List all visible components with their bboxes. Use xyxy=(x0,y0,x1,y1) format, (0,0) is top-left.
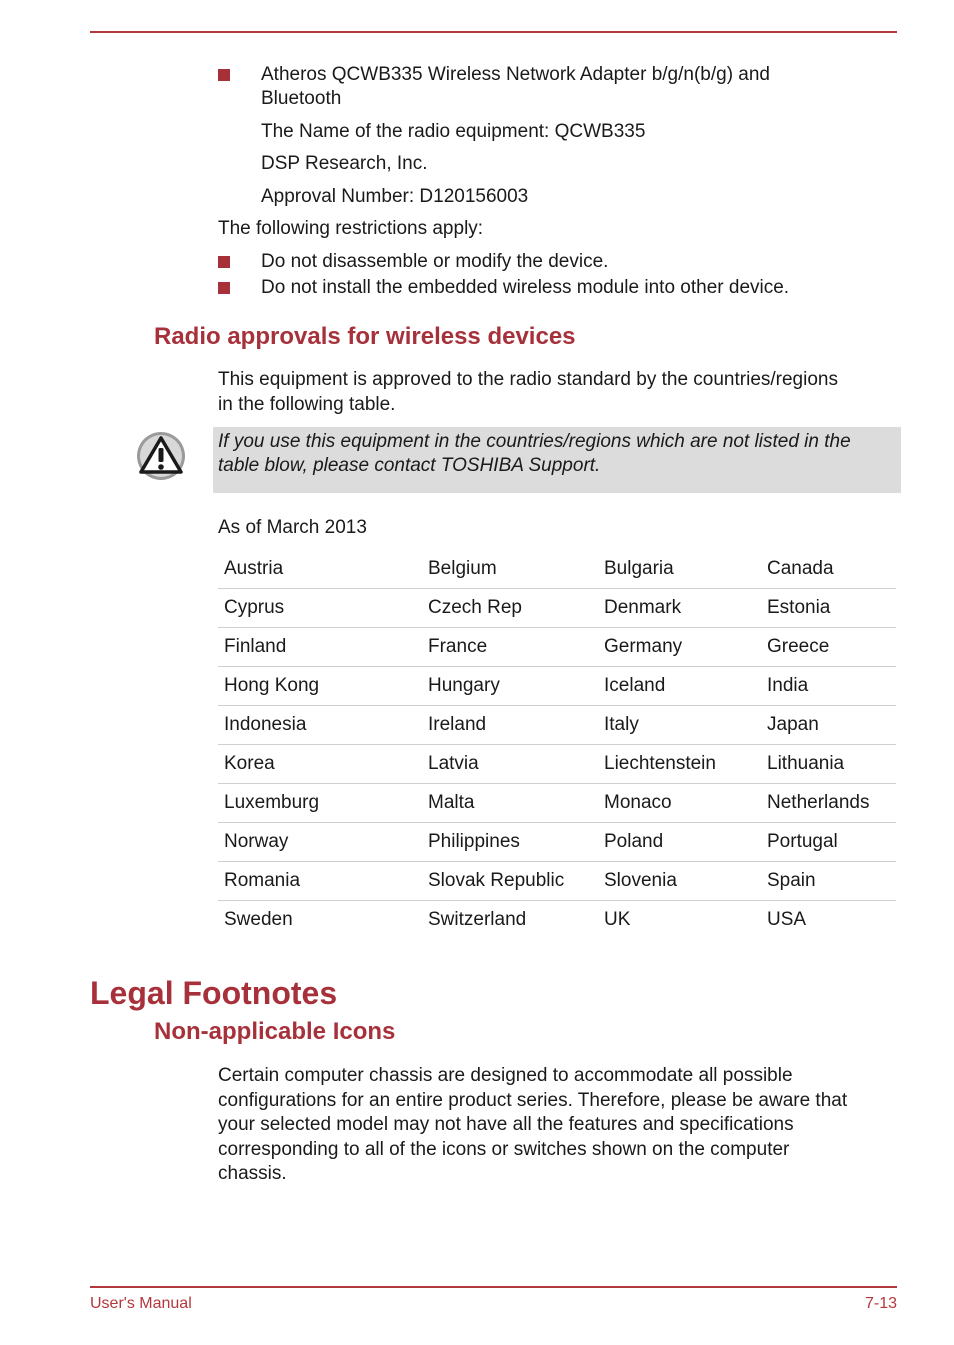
table-row xyxy=(218,667,896,706)
bullet-marker xyxy=(218,256,230,268)
countries-table xyxy=(218,550,896,939)
country-cell: Monaco xyxy=(598,784,761,823)
country-cell: Hong Kong xyxy=(218,667,422,706)
radio-intro-line: This equipment is approved to the radio standard by the countries/regions xyxy=(218,369,838,390)
country-cell: Finland xyxy=(218,628,422,667)
country-cell: Luxemburg xyxy=(218,784,422,823)
legal-para-line: configurations for an entire product series. Therefore, please be aware that xyxy=(218,1089,848,1111)
detail-line: The Name of the radio equipment: QCWB335 xyxy=(261,121,646,142)
country-cell: Norway xyxy=(218,823,422,862)
country-cell: Estonia xyxy=(761,589,896,628)
country-cell: Hungary xyxy=(422,667,598,706)
table-row xyxy=(218,589,896,628)
country-cell: Sweden xyxy=(224,909,293,930)
table-row xyxy=(218,862,896,901)
country-cell: Netherlands xyxy=(761,784,896,823)
radio-intro-line: in the following table. xyxy=(218,394,396,415)
country-cell: Romania xyxy=(218,862,422,901)
bullet-marker xyxy=(218,282,230,294)
country-cell: Slovak Republic xyxy=(422,862,598,901)
country-cell: Austria xyxy=(218,550,422,589)
country-cell: UK xyxy=(604,909,631,930)
bullet-marker xyxy=(218,69,230,81)
table-row xyxy=(218,745,896,784)
table-row xyxy=(218,550,896,589)
restriction-item: Do not disassemble or modify the device. xyxy=(261,251,609,272)
bullet-text-line: Atheros QCWB335 Wireless Network Adapter b/g/n(b/g) and xyxy=(261,64,771,85)
note-line: table blow, please contact TOSHIBA Support. xyxy=(218,455,601,476)
country-cell: Cyprus xyxy=(218,589,422,628)
header-rule xyxy=(90,31,897,33)
table-row xyxy=(218,901,896,940)
table-row xyxy=(218,784,896,823)
detail-line: DSP Research, Inc. xyxy=(261,153,428,174)
table-row xyxy=(218,628,896,667)
country-cell: Korea xyxy=(218,745,422,784)
warning-triangle-icon xyxy=(135,430,187,482)
country-cell: Denmark xyxy=(598,589,761,628)
legal-para-line: your selected model may not have all the features and specifications xyxy=(218,1114,794,1135)
country-cell: Latvia xyxy=(422,745,598,784)
legal-para-line: chassis. xyxy=(218,1163,287,1184)
country-cell: Indonesia xyxy=(218,706,422,745)
country-cell: Iceland xyxy=(598,667,761,706)
country-cell: Lithuania xyxy=(761,745,896,784)
country-cell: Liechtenstein xyxy=(598,745,761,784)
footer-manual-label: User's Manual xyxy=(90,1295,192,1312)
country-cell: Italy xyxy=(598,706,761,745)
country-cell: Canada xyxy=(761,550,896,589)
restriction-item: Do not install the embedded wireless module into other device. xyxy=(261,277,790,298)
table-row xyxy=(218,823,896,862)
bullet-text-line: Bluetooth xyxy=(261,88,342,109)
country-cell: Poland xyxy=(598,823,761,862)
country-cell: Philippines xyxy=(422,823,598,862)
country-cell: Spain xyxy=(761,862,896,901)
legal-para-line: Certain computer chassis are designed to accommodate all possible xyxy=(218,1065,793,1086)
country-cell: Belgium xyxy=(422,550,598,589)
footer-rule xyxy=(90,1286,897,1288)
legal-title: Legal Footnotes xyxy=(90,975,338,1011)
country-cell: France xyxy=(422,628,598,667)
country-cell: Slovenia xyxy=(598,862,761,901)
country-cell: Czech Rep xyxy=(422,589,598,628)
country-cell: Ireland xyxy=(422,706,598,745)
country-cell: Portugal xyxy=(761,823,896,862)
country-cell: Malta xyxy=(422,784,598,823)
section-heading-non-applicable-icons: Non-applicable Icons xyxy=(154,1018,396,1045)
country-cell: Greece xyxy=(761,628,896,667)
legal-paragraph xyxy=(218,1064,847,1187)
country-cell: Germany xyxy=(598,628,761,667)
as-of-date: As of March 2013 xyxy=(218,517,367,538)
legal-para-line: corresponding to all of the icons or switches shown on the computer xyxy=(218,1138,790,1160)
country-cell: USA xyxy=(767,909,807,930)
country-cell: Switzerland xyxy=(428,909,527,930)
table-row xyxy=(218,706,896,745)
section-heading-radio: Radio approvals for wireless devices xyxy=(154,323,576,350)
country-cell: Bulgaria xyxy=(598,550,761,589)
country-cell: India xyxy=(761,667,896,706)
detail-line: Approval Number: D120156003 xyxy=(261,186,529,207)
country-cell: Japan xyxy=(761,706,896,745)
note-line: If you use this equipment in the countries/regions which are not listed in the xyxy=(218,431,851,452)
footer-page-number: 7-13 xyxy=(864,1295,897,1312)
restrictions-intro: The following restrictions apply: xyxy=(218,218,484,239)
